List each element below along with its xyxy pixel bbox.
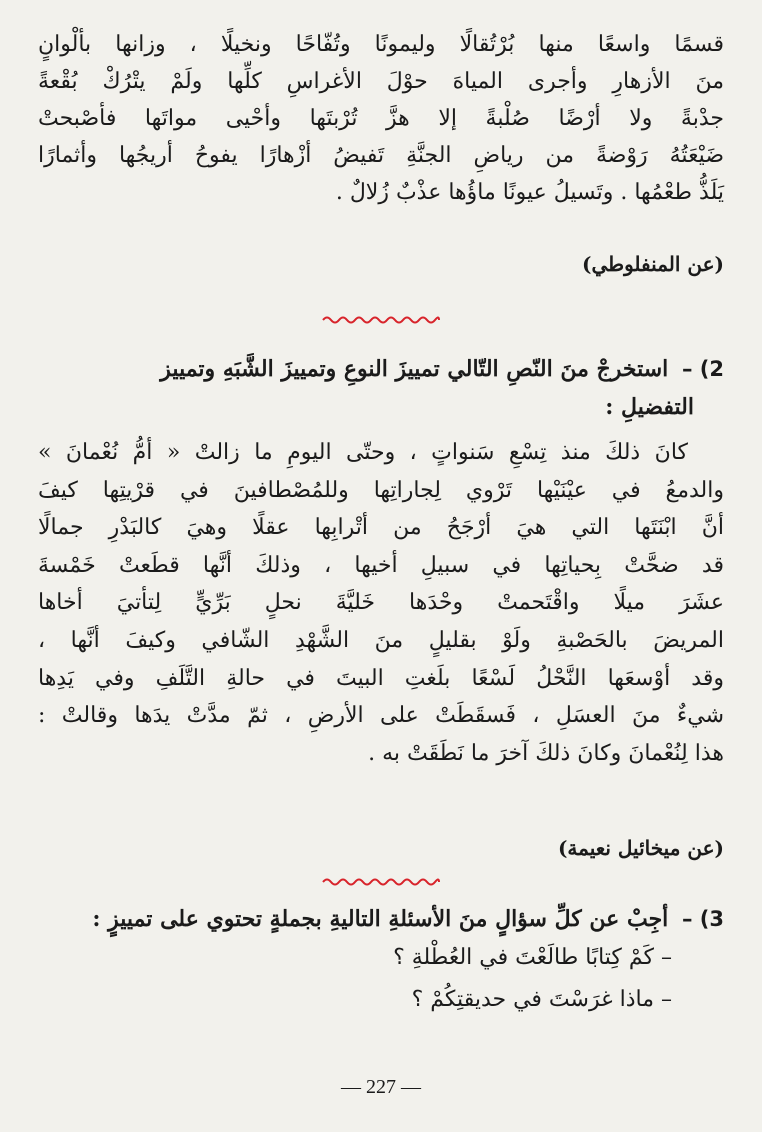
- question-3-item: – ماذا غرَسْتَ في حديقتِكُمْ ؟: [411, 987, 672, 1012]
- wavy-divider-icon: [321, 876, 441, 888]
- passage-line: هذا لِنُعْمانَ وكانَ ذلكَ آخرَ ما نَطَقَتْ به .: [368, 740, 724, 766]
- source-attribution-wrap: [582, 252, 724, 276]
- source-attribution-wrap: [558, 836, 724, 860]
- passage-line: أنَّ ابْنَتَها التي هيَ أرْجَحُ من أتْرابِها عقلًا وهيَ كالبَدْرِ جمالًا: [38, 515, 724, 541]
- question-3: [38, 900, 724, 938]
- page-number: — 227 —: [341, 1076, 421, 1098]
- question-2-text-cont: التفضيلِ :: [605, 394, 694, 420]
- question-number: 3) –: [681, 907, 724, 931]
- question-2-line: [38, 350, 724, 388]
- question-2-text: استخرجْ منَ النّصِ التّالي تمييزَ النوعِ وتمييزَ الشَّبَهِ وتمييز: [160, 356, 669, 382]
- source-manfaluti: (عن المنفلوطي): [582, 252, 724, 276]
- passage-line: يَلَذُّ طعْمُها . وتَسيلُ عيونًا ماؤُها عذْبٌ زُلالٌ .: [335, 180, 724, 205]
- passage-line: قد ضحَّتْ بِحياتِها في سبيلِ أخيها ، وذلكَ أنَّها قطَعتْ خَمْسةَ: [38, 552, 724, 578]
- passage-line: وقد أوْسعَها النَّحْلُ لَسْعًا بلَغتِ البيتَ في حالةِ التَّلَفِ وفي يَدِها: [38, 665, 724, 691]
- passage-line: كانَ ذلكَ منذ تِسْعِ سَنواتٍ ، وحتّى اليومِ ما زالتْ « أمُّ نُعْمانَ »: [38, 440, 688, 465]
- wavy-divider-icon: [321, 314, 441, 326]
- passage-line: منَ الأزهارِ وأجرى المياهَ حوْلَ الأغراسِ كلِّها ولَمْ يتْرُكْ بُقْعةً: [38, 69, 724, 94]
- passage-manfaluti: [38, 26, 724, 211]
- source-naimy: (عن ميخائيل نعيمة): [557, 836, 724, 860]
- passage-line: المريضَ بالحَصْبةِ ولَوْ بقليلٍ منَ الشَّهْدِ الشّافي وكيفَ أنَّها ،: [38, 627, 724, 653]
- question-3-line: [38, 900, 724, 938]
- passage-line: والدمعُ في عيْنَيْها تَرْوي لِجاراتِها وللمُصْطافينَ في قرْيتِها كيفَ: [38, 477, 724, 503]
- passage-line: جدْبةً ولا أرْضًا صُلْبةً إلا هزَّ تُرْبتَها وأحْيى مواتَها فأصْبحتْ: [38, 106, 724, 131]
- question-number: 2) –: [681, 357, 724, 381]
- passage-line: عشَرَ ميلًا واقْتَحمتْ وحْدَها خَليَّةَ نحلٍ بَرِّيٍّ لِتأتيَ أخاها: [38, 590, 724, 616]
- passage-line: شيءٌ منَ العسَلِ ، فَسقَطَتْ على الأرضِ ، ثمّ مدَّتْ يدَها وقالتْ :: [38, 703, 724, 729]
- passage-line: قسمًا واسعًا منها بُرْتُقالًا وليمونًا وتُفّاحًا ونخيلًا ، وزانها بألْوانٍ: [38, 32, 724, 57]
- passage-naimy: [38, 434, 724, 772]
- question-3-item: – كَمْ كِتابًا طالَعْتَ في العُطْلةِ ؟: [393, 945, 672, 970]
- passage-line: ضَيْعَتُهُ رَوْضةً من رياضِ الجنَّةِ تَفيضُ أزْهارًا يفوحُ أريجُها وأثمارًا: [38, 143, 724, 168]
- question-2: [38, 350, 724, 426]
- question-3-text: أجِبْ عن كلِّ سؤالٍ منَ الأسئلةِ التاليةِ بجملةٍ تحتوي على تمييزٍ :: [92, 906, 669, 932]
